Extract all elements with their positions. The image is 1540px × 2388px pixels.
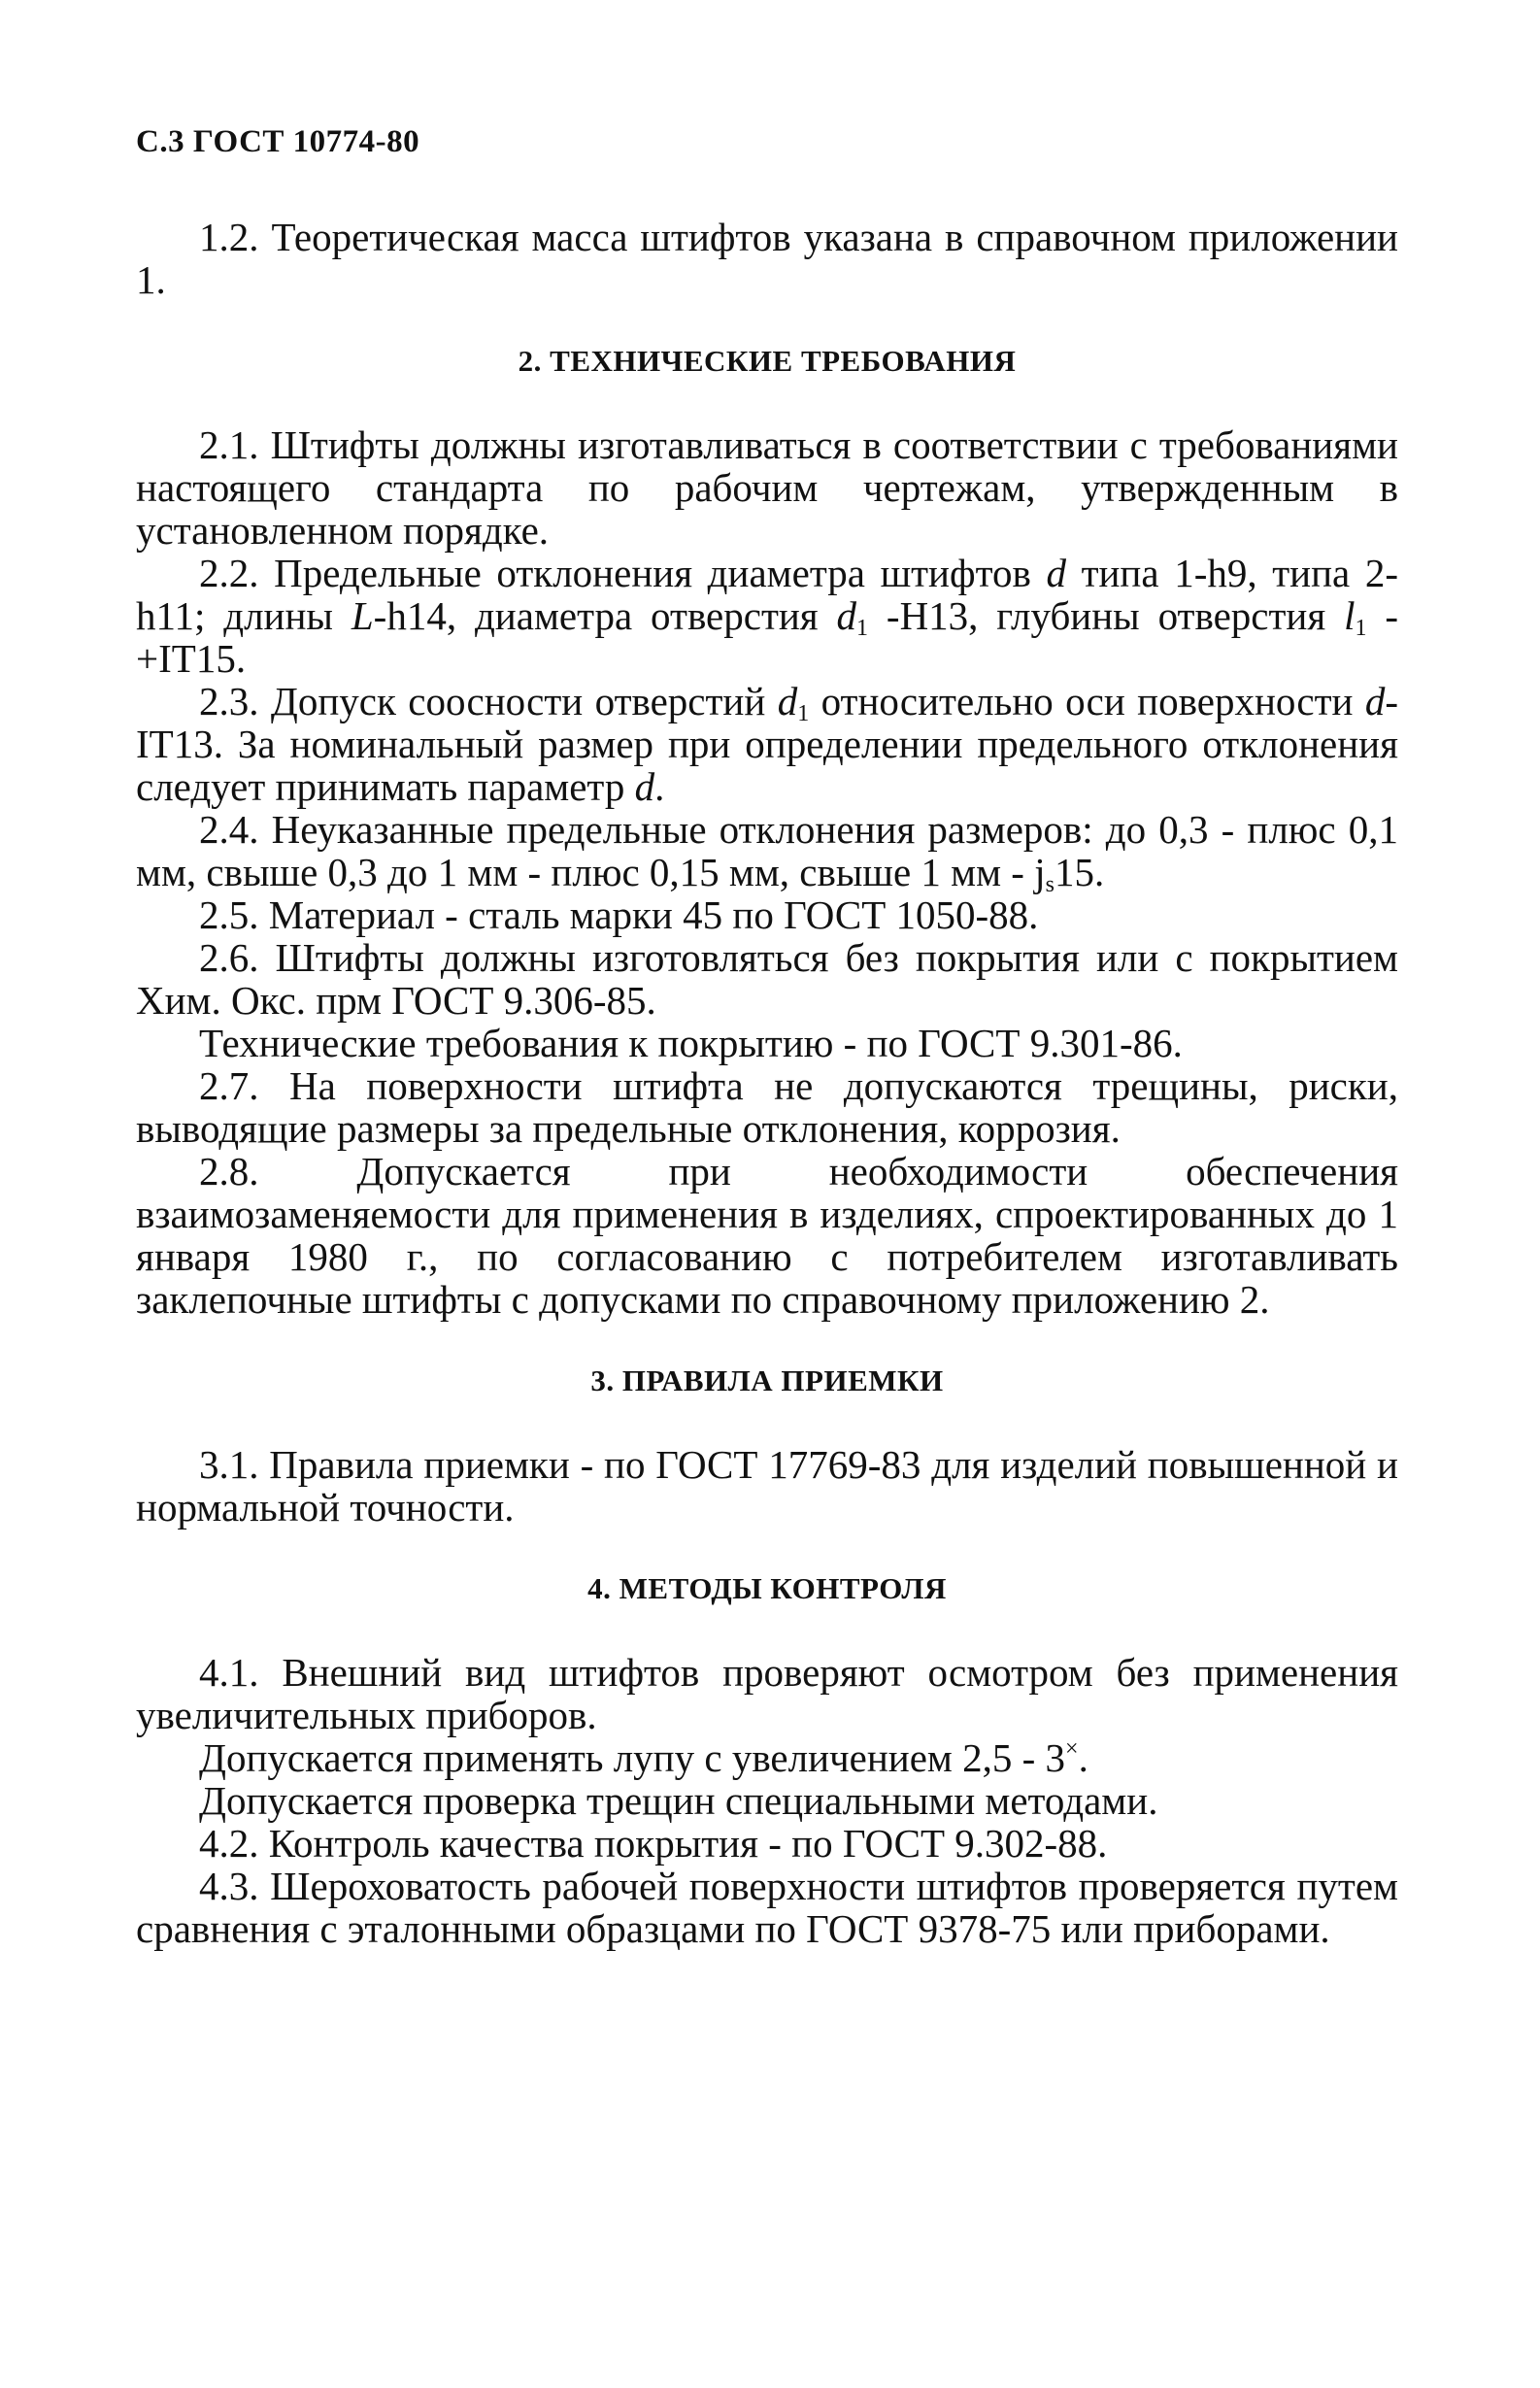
paragraph-2-8: 2.8. Допускается при необходимости обеспечения взаимозаменяемости для применения в изделиях, спроектированных до 1 января 1980 г., по согласованию с потребителем изготавливать заклепочные штифты с допусками по справочному приложению 2. [136,1149,1398,1322]
paragraph-2-5: 2.5. Материал - сталь марки 45 по ГОСТ 1050-88. [199,892,1039,937]
paragraph-4-1: 4.1. Внешний вид штифтов проверяют осмотром без применения увеличительных приборов. [136,1650,1398,1737]
page-header: С.3 ГОСТ 10774-80 [136,124,420,159]
paragraph-2-3: 2.3. Допуск соосности отверстий $d_1$ относительно оси поверхности d-IT13. За номинальный размер при определении предельного отклонения следует принимать параметр d. [136,679,1398,809]
paragraph-3-1: 3.1. Правила приемки - по ГОСТ 17769-83 для изделий повышенной и нормальной точности. [136,1442,1398,1530]
paragraph-2-7: 2.7. На поверхности штифта не допускаются трещины, риски, выводящие размеры за предельные отклонения, коррозия. [136,1063,1398,1151]
section-heading-4: 4. МЕТОДЫ КОНТРОЛЯ [587,1571,947,1605]
section-heading-2: 2. ТЕХНИЧЕСКИЕ ТРЕБОВАНИЯ [518,344,1017,378]
paragraph-2-4: 2.4. Неуказанные предельные отклонения размеров: до 0,3 - плюс 0,1 мм, свыше 0,3 до 1 мм - плюс 0,15 мм, свыше 1 мм - $j_s15$. [136,807,1398,897]
paragraph-4-2: 4.2. Контроль качества покрытия - по ГОСТ 9.302-88. [199,1821,1108,1866]
paragraph-4-3: 4.3. Шероховатость рабочей поверхности штифтов проверяется путем сравнения с эталонными образцами по ГОСТ 9378-75 или приборами. [136,1864,1398,1951]
paragraph-2-6-coating: Технические требования к покрытию - по ГОСТ 9.301-86. [199,1021,1183,1065]
paragraph-2-1: 2.1. Штифты должны изготавливаться в соответствии с требованиями настоящего стандарта по рабочим чертежам, утвержденным в установленном порядке. [136,422,1398,553]
section-heading-3: 3. ПРАВИЛА ПРИЕМКИ [590,1363,944,1397]
paragraph-4-1-magnifier: Допускается применять лупу с увеличением 2,5 - 3×. [199,1735,1088,1780]
paragraph-4-1-cracks: Допускается проверка трещин специальными методами. [199,1778,1158,1823]
paragraph-2-6: 2.6. Штифты должны изготовляться без покрытия или с покрытием Хим. Окс. прм ГОСТ 9.306-85. [136,935,1398,1023]
document-body [136,216,1398,1950]
paragraph-1-2: 1.2. Теоретическая масса штифтов указана в справочном приложении 1. [136,215,1398,302]
paragraph-2-2: 2.2. Предельные отклонения диаметра штифтов d типа 1-h9, типа 2-h11; длины L-h14, диаметра отверстия $d_1$ -Н13, глубины отверстия $l_1$ -+IT15. [136,551,1399,681]
